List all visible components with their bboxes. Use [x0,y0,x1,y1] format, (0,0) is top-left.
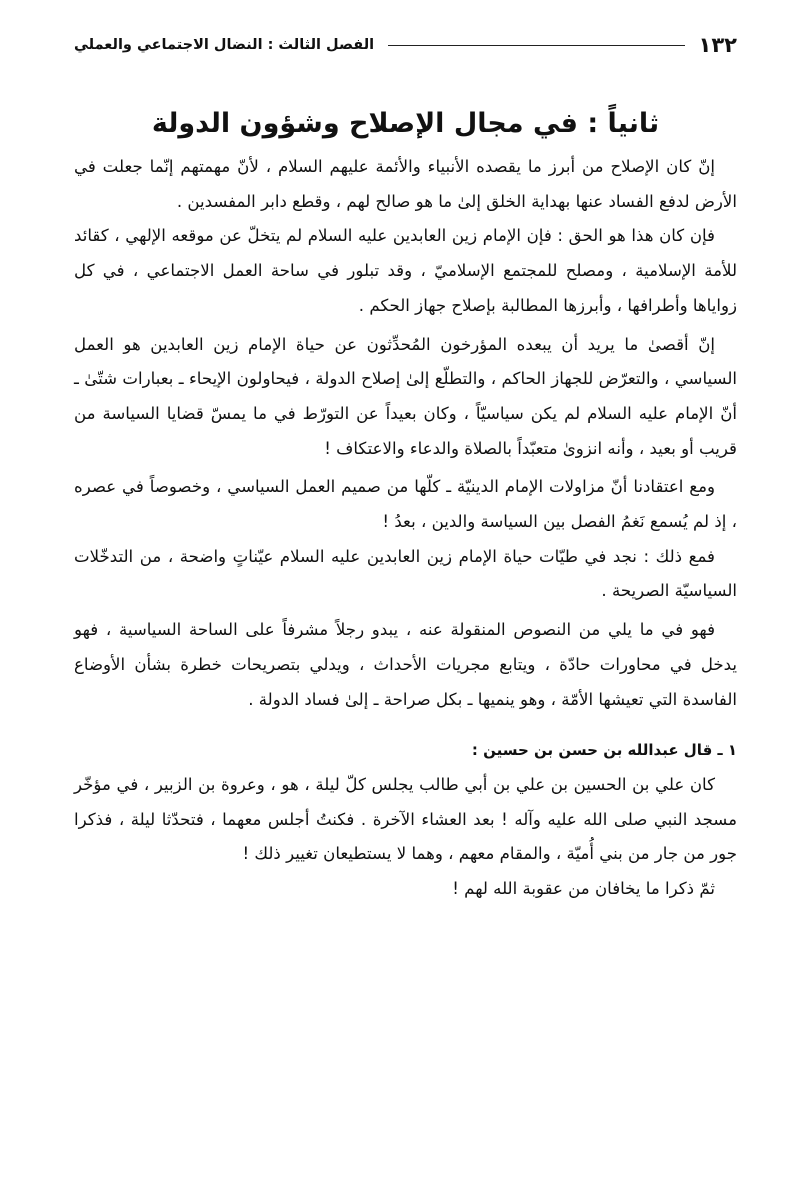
chapter-title: الفصل الثالث : النضال الاجتماعي والعملي [74,37,375,53]
paragraph-texts-intro: فهو في ما يلي من النصوص المنقولة عنه ، يبدو رجلاً مشرفاً على الساحة السياسية ، فهو يدخل في محاورات حادّة ، ويتابع مجريات الأحداث ، ويدلي بتصريحات خطرة بشأن الأوضاع الفاسدة التي تعيشها الأمّة ، وهو ينميها ـ بكل صراحة ـ إلىٰ فساد الدولة . [74,620,737,709]
paragraph-historians: إنّ أقصىٰ ما يريد أن يبعده المؤرخون المُحدِّثون عن حياة الإمام زين العابدين هو العمل السياسي ، والتعرّض للجهاز الحاكم ، والتطلّع إلىٰ إصلاح الدولة ، فيحاولون الإيحاء ـ بعبارات شتّىٰ ـ أنّ الإمام عليه السلام لم يكن سياسيّاً ، وكان بعيداً عن التورّط في ما يمسّ قضايا السياسة من قريب أو بعيد ، وأنه انزوىٰ متعبّداً بالصلاة والدعاء والاعتكاف ! [74,334,737,458]
paragraph-religion-politics: ومع اعتقادنا أنّ مزاولات الإمام الدينيّة ـ كلّها من صميم العمل السياسي ، وخصوصاً في عصره ، إذ لم يُسمع نَغمُ الفصل بين السياسة والدين ، بعدُ ! [74,477,737,532]
paragraph-narration: كان علي بن الحسين بن علي بن أبي طالب يجلس كلّ ليلة ، هو ، وعروة بن الزبير ، في مؤخّر مسجد النبي صلى الله عليه وآله ! بعد العشاء الآخرة . فكنتُ أجلس معهما ، فتحدّثا ليلة ، فذكرا جور من جار من بني أُميّة ، والمقام معهم ، وهما لا يستطيعان تغيير ذلك ! [74,774,737,864]
running-head [74,30,737,60]
paragraph-reform-mission: إنّ كان الإصلاح من أبرز ما يقصده الأنبياء والأئمة عليهم السلام ، لأنّ مهمتهم إنّما جعلت في الأرض لدفع الفساد عنها بهداية الخلق إلىٰ ما هو صالح لهم ، وقطع دابر المفسدين . [74,157,737,211]
page-number: ١٣٢ [698,33,737,57]
paragraph-interventions: فمع ذلك : نجد في طيّات حياة الإمام زين العابدين عليه السلام عيّناتٍ واضحة ، من التدخّلات السياسيّة الصريحة . [74,546,737,601]
item-heading: ١ ـ قال عبدالله بن حسن بن حسين : [471,741,737,760]
body-text [74,150,737,907]
header-rule [388,45,684,46]
section-title: ثانياً : في مجال الإصلاح وشؤون الدولة [151,108,660,139]
paragraph-narration-end: ثمّ ذكرا ما يخافان من عقوبة الله لهم ! [452,879,715,899]
paragraph-imam-role: فإن كان هذا هو الحق : فإن الإمام زين العابدين عليه السلام لم يتخلّ عن موقعه الإلهي ، كقائد للأمة الإسلامية ، ومصلح للمجتمع الإسلاميّ ، وقد تبلور في ساحة العمل الاجتماعي ، في كل زواياها وأطرافها ، وأبرزها المطالبة بإصلاح جهاز الحكم . [74,226,737,315]
